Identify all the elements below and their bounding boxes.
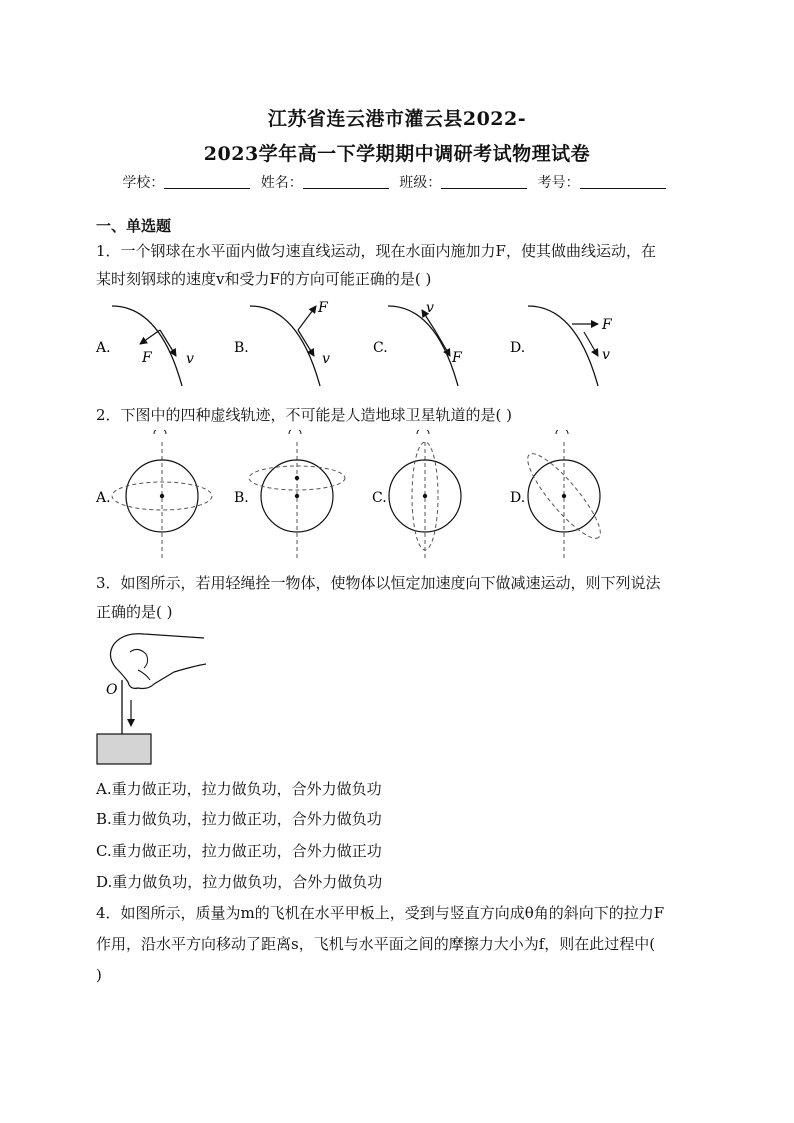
exam-number-label: 考号： [537, 175, 580, 191]
class-label: 班级： [399, 175, 442, 191]
exam-number-blank[interactable] [580, 174, 666, 189]
q1-a-velocity-arrow [160, 330, 176, 356]
section-title: 一、单选题 [96, 217, 172, 235]
exam-title-line2: 2023学年高一下学期期中调研考试物理试卷 [203, 143, 591, 165]
q3-option-d[interactable]: D.重力做负功，拉力做负功，合外力做负功 [96, 873, 383, 891]
question-2-figures [90, 430, 650, 560]
question-4-line3: ) [96, 966, 102, 984]
q1-c-v-label: v [426, 300, 434, 316]
question-4-line2: 作用，沿水平方向移动了距离s，飞机与水平面之间的摩擦力大小为f，则在此过程中( [96, 935, 656, 953]
q1-c-force-arrow [436, 332, 450, 356]
question-1-figures [90, 296, 650, 392]
hand-outline [110, 634, 206, 689]
q2-b-rotation-icon [289, 430, 301, 434]
q1-b-trajectory [250, 306, 320, 386]
q1-d-v-label: v [602, 347, 610, 363]
q1-a-v-label: v [186, 351, 194, 367]
exam-title-line1: 江苏省连云港市灌云县2022- [267, 108, 527, 130]
point-o-label: O [106, 682, 118, 698]
q2-option-b-label: B. [234, 490, 249, 506]
q2-b-orbit-center-dot [295, 476, 299, 480]
q1-b-f-label: F [318, 300, 328, 316]
q1-d-trajectory [528, 306, 598, 386]
class-blank[interactable] [441, 174, 527, 189]
q2-d-rotation-icon [556, 430, 568, 434]
q3-option-b[interactable]: B.重力做负功，拉力做正功，合外力做负功 [96, 810, 382, 828]
student-info-fields [0, 172, 794, 192]
q2-a-center-dot [160, 494, 164, 498]
q2-option-a-label: A. [96, 490, 111, 506]
q2-c-center-dot [423, 494, 427, 498]
question-3-line1: 3．如图所示，若用轻绳拴一物体，使物体以恒定加速度向下做减速运动，则下列说法 [96, 574, 661, 592]
q1-c-trajectory [388, 306, 458, 386]
q1-option-b-label: B. [234, 340, 249, 356]
q1-c-f-label: F [452, 350, 462, 366]
q1-a-trajectory [112, 306, 182, 386]
q1-a-f-label: F [142, 350, 152, 366]
name-label: 姓名： [260, 175, 303, 191]
q1-option-c-label: C. [373, 340, 388, 356]
school-blank[interactable] [164, 174, 250, 189]
question-4-line1: 4．如图所示，质量为m的飞机在水平甲板上，受到与竖直方向成θ角的斜向下的拉力F [96, 904, 665, 922]
question-2-text: 2．下图中的四种虚线轨迹，不可能是人造地球卫星轨道的是( ) [96, 406, 513, 424]
q2-a-rotation-icon [154, 430, 166, 434]
q1-option-d-label: D. [510, 340, 526, 356]
question-3-line2: 正确的是( ) [96, 603, 173, 621]
hand-thumb-line [138, 670, 150, 680]
q2-option-d-label: D. [510, 490, 526, 506]
hanging-block [97, 734, 151, 764]
question-1-line2: 某时刻钢球的速度v和受力F的方向可能正确的是( ) [96, 270, 432, 288]
q3-option-c[interactable]: C.重力做正功，拉力做正功，合外力做正功 [96, 842, 382, 860]
q2-c-rotation-icon [417, 430, 429, 434]
q1-d-f-label: F [602, 317, 612, 333]
question-3-figure [94, 630, 214, 770]
q3-option-a[interactable]: A.重力做正功，拉力做负功，合外力做负功 [96, 780, 382, 798]
q1-b-force-arrow [298, 306, 316, 330]
name-blank[interactable] [303, 174, 389, 189]
q1-a-force-arrow [140, 330, 160, 344]
q1-b-v-label: v [322, 351, 330, 367]
hand-finger-line [130, 649, 148, 668]
q2-b-center-dot [295, 494, 299, 498]
question-1-line1: 1．一个钢球在水平面内做匀速直线运动，现在水面内施加力F，使其做曲线运动，在 [96, 242, 656, 260]
q1-option-a-label: A. [96, 340, 111, 356]
q2-option-c-label: C. [372, 490, 387, 506]
q1-b-velocity-arrow [298, 330, 314, 356]
q2-d-center-dot [562, 494, 566, 498]
school-label: 学校： [122, 175, 165, 191]
